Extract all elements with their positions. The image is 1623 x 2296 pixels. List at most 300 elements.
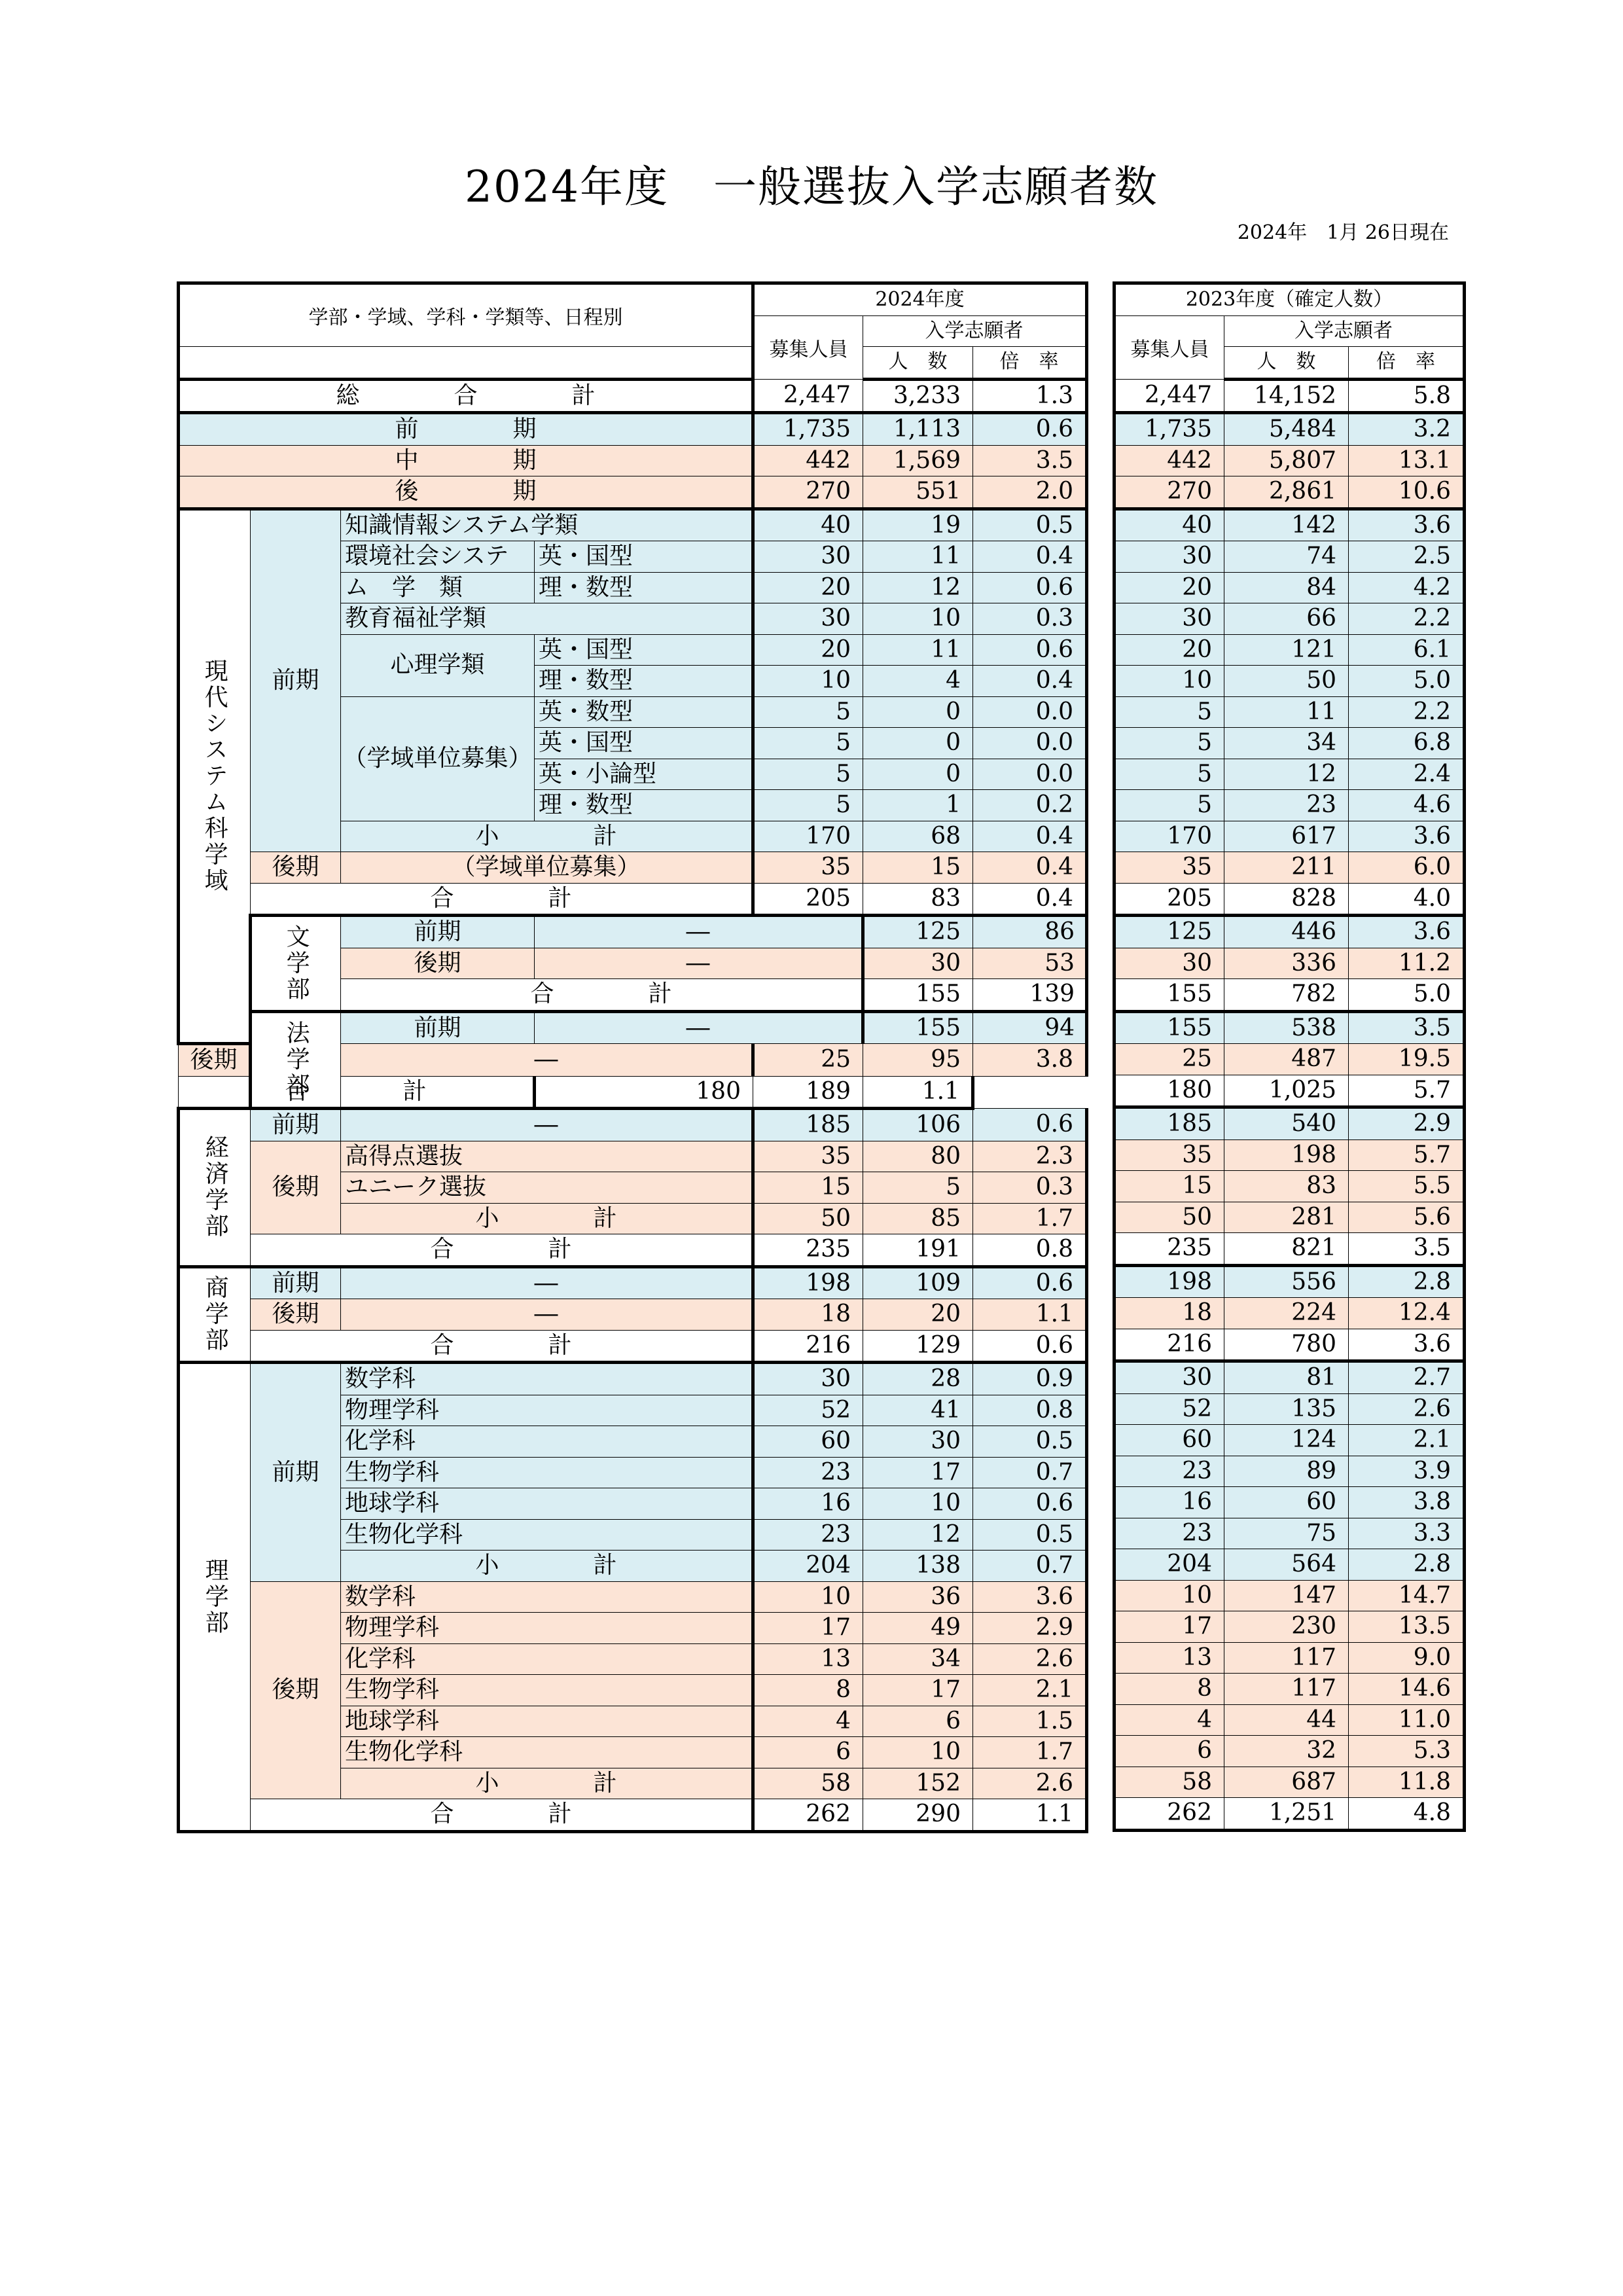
ratio-value-2023: 3.2 [1349, 413, 1465, 446]
capacity-value: 40 [753, 509, 863, 541]
ratio-value-2023: 3.5 [1349, 1233, 1465, 1266]
type-label: 英・国型 [535, 541, 753, 573]
type-label: 理・数型 [535, 666, 753, 697]
table-row [1115, 1642, 1465, 1674]
count-value-2023: 32 [1224, 1736, 1349, 1767]
capacity-value-2023: 16 [1115, 1487, 1224, 1518]
capacity-value: 205 [753, 883, 863, 916]
count-value: 86 [973, 916, 1087, 948]
capacity-value: 23 [753, 1457, 863, 1488]
dash-label: ― [341, 1299, 753, 1331]
capacity-value: 15 [753, 1172, 863, 1204]
count-value-2023: 556 [1224, 1265, 1349, 1298]
ratio-value-2023: 4.6 [1349, 790, 1465, 821]
capacity-value: 216 [753, 1330, 863, 1363]
count-value: 53 [973, 948, 1087, 979]
capacity-value-2023: 20 [1115, 572, 1224, 603]
term-label: 後期 [251, 852, 341, 884]
dept-label: 数学科 [341, 1581, 753, 1613]
ratio-value: 2.9 [973, 1613, 1087, 1644]
count-value: 290 [863, 1799, 973, 1832]
ratio-value: 0.3 [973, 603, 1087, 635]
capacity-value: 16 [753, 1488, 863, 1520]
capacity-value: 262 [753, 1799, 863, 1832]
count-value: 0 [863, 759, 973, 790]
ratio-value-2023: 3.8 [1349, 1487, 1465, 1518]
ratio-value: 0.6 [973, 413, 1087, 446]
ratio-value-2023: 3.5 [1349, 1011, 1465, 1044]
capacity-value: 2,447 [753, 379, 863, 413]
count-value: 109 [863, 1266, 973, 1299]
count-value-2023: 89 [1224, 1456, 1349, 1487]
ratio-value-2023: 3.6 [1349, 1329, 1465, 1361]
count-value: 152 [863, 1768, 973, 1799]
count-value-2023: 446 [1224, 916, 1349, 948]
table-row [179, 476, 1087, 509]
ratio-value: 0.4 [973, 541, 1087, 573]
capacity-value-2023: 13 [1115, 1642, 1224, 1674]
capacity-value-2023: 185 [1115, 1107, 1224, 1140]
ratio-value-2023: 11.2 [1349, 948, 1465, 979]
count-value-2023: 281 [1224, 1202, 1349, 1233]
capacity-header-2023: 募集人員 [1115, 315, 1224, 379]
applicants-header: 入学志願者 [863, 315, 1087, 347]
ratio-value-2023: 5.0 [1349, 666, 1465, 697]
count-value: 191 [863, 1234, 973, 1267]
ratio-value-2023: 4.8 [1349, 1798, 1465, 1831]
capacity-value-2023: 235 [1115, 1233, 1224, 1266]
capacity-value-2023: 50 [1115, 1202, 1224, 1233]
table-row [1115, 572, 1465, 603]
ratio-value: 3.6 [973, 1581, 1087, 1613]
unit-label: （学域単位募集） [341, 852, 753, 884]
capacity-value: 8 [753, 1675, 863, 1706]
capacity-value-2023: 5 [1115, 759, 1224, 790]
table-row [179, 1141, 1087, 1172]
ratio-value-2023: 4.2 [1349, 572, 1465, 603]
ratio-value-2023: 2.6 [1349, 1393, 1465, 1425]
ratio-value: 0.6 [973, 1266, 1087, 1299]
ratio-value: 0.7 [973, 1457, 1087, 1488]
count-value: 1,113 [863, 413, 973, 446]
ratio-value-2023: 12.4 [1349, 1298, 1465, 1329]
count-value-2023: 564 [1224, 1549, 1349, 1581]
dept-label: 生物化学科 [341, 1737, 753, 1768]
table-row [1115, 1549, 1465, 1581]
capacity-value-2023: 180 [1115, 1075, 1224, 1107]
ratio-value-2023: 10.6 [1349, 476, 1465, 509]
dept-label: 地球学科 [341, 1706, 753, 1737]
ratio-value: 0.9 [973, 1363, 1087, 1395]
ratio-value: 0.7 [973, 1551, 1087, 1582]
table-row [1115, 728, 1465, 759]
capacity-value: 235 [753, 1234, 863, 1267]
count-value: 10 [863, 1737, 973, 1768]
table-row [179, 1363, 1087, 1395]
capacity-value-2023: 30 [1115, 541, 1224, 573]
dept-label: 物理学科 [341, 1395, 753, 1426]
capacity-value-2023: 125 [1115, 916, 1224, 948]
count-value-2023: 1,251 [1224, 1798, 1349, 1831]
table-row [1115, 1139, 1465, 1171]
type-label: 英・国型 [535, 728, 753, 759]
ratio-value-2023: 6.1 [1349, 634, 1465, 666]
table-row [179, 916, 1087, 948]
table-body-2024 [179, 379, 1087, 1831]
count-value: 28 [863, 1363, 973, 1395]
faculty-gendai: 現代システム科学域 [179, 509, 251, 1044]
faculty-sho: 商学部 [179, 1266, 251, 1363]
table-body-2023 [1115, 379, 1465, 1830]
count-value: 139 [973, 979, 1087, 1012]
table-row [1115, 852, 1465, 884]
dash-label: ― [341, 1266, 753, 1299]
table-row [1115, 1736, 1465, 1767]
type-label: 英・国型 [535, 634, 753, 666]
subtotal-label: 小 計 [341, 1768, 753, 1799]
capacity-value-2023: 262 [1115, 1798, 1224, 1831]
count-header-2023: 人 数 [1224, 347, 1349, 380]
term-label: 前期 [251, 1109, 341, 1141]
capacity-value-2023: 35 [1115, 852, 1224, 884]
ratio-value: 1.5 [973, 1706, 1087, 1737]
table-row [179, 1076, 1087, 1109]
total-label: 合 計 [251, 1234, 753, 1267]
table-row [1115, 821, 1465, 852]
ratio-value-2023: 2.1 [1349, 1425, 1465, 1456]
ratio-value-2023: 3.9 [1349, 1456, 1465, 1487]
table-row [1115, 759, 1465, 790]
count-value-2023: 780 [1224, 1329, 1349, 1361]
table-row [1115, 509, 1465, 541]
ratio-value: 0.6 [973, 1330, 1087, 1363]
ratio-value: 0.0 [973, 759, 1087, 790]
capacity-value: 17 [753, 1613, 863, 1644]
count-value-2023: 1,025 [1224, 1075, 1349, 1107]
count-value: 129 [863, 1330, 973, 1363]
capacity-value-2023: 30 [1115, 603, 1224, 635]
count-value-2023: 198 [1224, 1139, 1349, 1171]
count-value-2023: 44 [1224, 1704, 1349, 1736]
ratio-value-2023: 3.3 [1349, 1518, 1465, 1549]
count-value: 11 [863, 541, 973, 573]
ratio-value-2023: 2.8 [1349, 1265, 1465, 1298]
late-label: 後 期 [179, 476, 753, 509]
subtotal-label: 小 計 [341, 1203, 753, 1234]
capacity-value-2023: 442 [1115, 445, 1224, 476]
ratio-value-2023: 11.0 [1349, 1704, 1465, 1736]
count-value: 95 [863, 1044, 973, 1077]
table-row [179, 1581, 1087, 1613]
type-label: 英・小論型 [535, 759, 753, 790]
count-value: 10 [863, 603, 973, 635]
count-value: 80 [863, 1141, 973, 1172]
capacity-value-2023: 5 [1115, 728, 1224, 759]
table-row [1115, 1171, 1465, 1202]
table-row [1115, 883, 1465, 916]
count-value: 0 [863, 728, 973, 759]
table-row [1115, 1487, 1465, 1518]
count-value: 1,569 [863, 445, 973, 476]
ratio-value: 0.8 [973, 1234, 1087, 1267]
capacity-value: 23 [753, 1519, 863, 1551]
ratio-value: 0.6 [973, 1488, 1087, 1520]
capacity-value-2023: 5 [1115, 790, 1224, 821]
count-value: 551 [863, 476, 973, 509]
capacity-value-2023: 170 [1115, 821, 1224, 852]
ratio-header: 倍 率 [973, 347, 1087, 380]
dept-label: ム 学 類 [341, 572, 535, 603]
capacity-value: 20 [753, 572, 863, 603]
count-value-2023: 66 [1224, 603, 1349, 635]
dept-label: ユニーク選抜 [341, 1172, 753, 1204]
term-label: 前期 [341, 916, 535, 948]
ratio-value: 0.4 [973, 666, 1087, 697]
count-value: 10 [863, 1488, 973, 1520]
ratio-value-2023: 13.1 [1349, 445, 1465, 476]
subtotal-label: 小 計 [341, 1551, 753, 1582]
capacity-value-2023: 15 [1115, 1171, 1224, 1202]
table-row [1115, 1393, 1465, 1425]
count-value-2023: 336 [1224, 948, 1349, 979]
capacity-value: 185 [753, 1109, 863, 1141]
table-row [1115, 666, 1465, 697]
ratio-value: 1.1 [863, 1076, 973, 1109]
subtotal-label: 小 計 [341, 821, 753, 852]
ratio-value-2023: 2.5 [1349, 541, 1465, 573]
table-row [1115, 1329, 1465, 1361]
table-row [1115, 696, 1465, 728]
capacity-value-2023: 40 [1115, 509, 1224, 541]
dept-label: 生物化学科 [341, 1519, 753, 1551]
dash-label: ― [535, 1011, 863, 1044]
ratio-value-2023: 11.8 [1349, 1767, 1465, 1798]
table-row [1115, 1456, 1465, 1487]
capacity-value-2023: 205 [1115, 883, 1224, 916]
term-label: 前期 [251, 1266, 341, 1299]
capacity-value-2023: 204 [1115, 1549, 1224, 1581]
ratio-value: 0.2 [973, 790, 1087, 821]
table-row [1115, 1767, 1465, 1798]
ratio-value: 0.5 [973, 1426, 1087, 1458]
table-row [179, 413, 1087, 446]
ratio-value: 3.5 [973, 445, 1087, 476]
total-label: 合 計 [341, 979, 863, 1012]
table-row [1115, 1298, 1465, 1329]
capacity-value-2023: 1,735 [1115, 413, 1224, 446]
capacity-value: 52 [753, 1395, 863, 1426]
capacity-value: 10 [753, 666, 863, 697]
table-row [1115, 476, 1465, 509]
table-row [1115, 445, 1465, 476]
count-value-2023: 538 [1224, 1011, 1349, 1044]
count-value: 85 [863, 1203, 973, 1234]
count-header: 人 数 [863, 347, 973, 380]
count-value-2023: 821 [1224, 1233, 1349, 1266]
capacity-value: 30 [753, 603, 863, 635]
count-value: 4 [863, 666, 973, 697]
count-value-2023: 2,861 [1224, 476, 1349, 509]
dept-label: 高得点選抜 [341, 1141, 753, 1172]
capacity-value-2023: 30 [1115, 1361, 1224, 1394]
capacity-value: 25 [753, 1044, 863, 1077]
count-value: 11 [863, 634, 973, 666]
total-all-label: 総 合 計 [179, 379, 753, 413]
table-row [179, 1109, 1087, 1141]
count-value-2023: 5,807 [1224, 445, 1349, 476]
ratio-value-2023: 5.8 [1349, 379, 1465, 413]
ratio-value: 1.7 [973, 1203, 1087, 1234]
count-value-2023: 540 [1224, 1107, 1349, 1140]
as-of-date: 2024年 1月 26日現在 [1237, 221, 1449, 244]
count-value-2023: 230 [1224, 1611, 1349, 1643]
count-value: 12 [863, 1519, 973, 1551]
ratio-value: 0.0 [973, 728, 1087, 759]
ratio-value-2023: 14.7 [1349, 1580, 1465, 1611]
count-value-2023: 224 [1224, 1298, 1349, 1329]
dept-label: 生物学科 [341, 1457, 753, 1488]
table-row [1115, 603, 1465, 635]
capacity-value: 60 [753, 1426, 863, 1458]
ratio-value: 0.5 [973, 509, 1087, 541]
table-row [1115, 634, 1465, 666]
capacity-value: 6 [753, 1737, 863, 1768]
table-2023 [1113, 281, 1466, 1832]
count-value-2023: 34 [1224, 728, 1349, 759]
dash-label: ― [341, 1044, 753, 1077]
count-value-2023: 828 [1224, 883, 1349, 916]
count-value-2023: 5,484 [1224, 413, 1349, 446]
count-value: 41 [863, 1395, 973, 1426]
count-value-2023: 617 [1224, 821, 1349, 852]
table-row [1115, 1075, 1465, 1107]
table-row [1115, 1233, 1465, 1266]
capacity-value: 13 [753, 1643, 863, 1675]
ratio-value-2023: 6.8 [1349, 728, 1465, 759]
ratio-value: 0.6 [973, 572, 1087, 603]
table-row [1115, 1704, 1465, 1736]
table-row [1115, 948, 1465, 979]
table-row [1115, 979, 1465, 1012]
count-value-2023: 117 [1224, 1642, 1349, 1674]
table-row [1115, 1518, 1465, 1549]
dept-label: 生物学科 [341, 1675, 753, 1706]
ratio-value-2023: 2.7 [1349, 1361, 1465, 1394]
dept-label: 物理学科 [341, 1613, 753, 1644]
year-2024-header: 2024年度 [753, 283, 1087, 316]
capacity-value: 30 [753, 541, 863, 573]
term-label: 後期 [251, 1299, 341, 1331]
ratio-value: 0.4 [973, 852, 1087, 884]
capacity-value-2023: 5 [1115, 696, 1224, 728]
count-value: 36 [863, 1581, 973, 1613]
total-label: 合 計 [179, 1076, 535, 1109]
capacity-value-2023: 30 [1115, 948, 1224, 979]
dash-label: ― [535, 948, 863, 979]
capacity-value: 5 [753, 728, 863, 759]
table-row [1115, 379, 1465, 413]
table-row [1115, 1611, 1465, 1643]
table-row [179, 1234, 1087, 1267]
term-label: 後期 [251, 1141, 341, 1234]
capacity-value: 35 [753, 852, 863, 884]
count-value-2023: 14,152 [1224, 379, 1349, 413]
faculty-keizai: 経済学部 [179, 1109, 251, 1267]
table-row [1115, 1580, 1465, 1611]
table-row [179, 1799, 1087, 1832]
count-value: 6 [863, 1706, 973, 1737]
ratio-value-2023: 3.6 [1349, 916, 1465, 948]
ratio-value-2023: 5.7 [1349, 1075, 1465, 1107]
count-value: 12 [863, 572, 973, 603]
applicants-header-2023: 入学志願者 [1224, 315, 1465, 347]
table-row [1115, 1425, 1465, 1456]
count-value: 3,233 [863, 379, 973, 413]
table-row [1115, 1044, 1465, 1075]
count-value: 17 [863, 1457, 973, 1488]
ratio-value-2023: 3.6 [1349, 509, 1465, 541]
capacity-value: 5 [753, 696, 863, 728]
capacity-value: 180 [535, 1076, 753, 1109]
page-title: 2024年度 一般選抜入学志願者数 [465, 162, 1158, 212]
dash-label: ― [535, 916, 863, 948]
term-label: 前期 [251, 509, 341, 852]
ratio-value-2023: 5.0 [1349, 979, 1465, 1012]
count-value-2023: 117 [1224, 1674, 1349, 1705]
capacity-value-2023: 10 [1115, 1580, 1224, 1611]
ratio-value-2023: 19.5 [1349, 1044, 1465, 1075]
ratio-value-2023: 5.6 [1349, 1202, 1465, 1233]
ratio-header-2023: 倍 率 [1349, 347, 1465, 380]
capacity-value: 125 [863, 916, 973, 948]
capacity-value-2023: 23 [1115, 1518, 1224, 1549]
type-label: 英・数型 [535, 696, 753, 728]
ratio-value-2023: 13.5 [1349, 1611, 1465, 1643]
capacity-value-2023: 58 [1115, 1767, 1224, 1798]
count-value: 68 [863, 821, 973, 852]
capacity-value: 18 [753, 1299, 863, 1331]
count-value: 17 [863, 1675, 973, 1706]
ratio-value-2023: 4.0 [1349, 883, 1465, 916]
dept-label: 知識情報システム学類 [341, 509, 753, 541]
early-label: 前 期 [179, 413, 753, 446]
ratio-value: 2.6 [973, 1643, 1087, 1675]
capacity-header: 募集人員 [753, 315, 863, 379]
dept-label: 地球学科 [341, 1488, 753, 1520]
capacity-value: 170 [753, 821, 863, 852]
dept-label: 化学科 [341, 1643, 753, 1675]
table-row [1115, 413, 1465, 446]
capacity-value-2023: 155 [1115, 979, 1224, 1012]
capacity-value: 5 [753, 790, 863, 821]
ratio-value-2023: 5.7 [1349, 1139, 1465, 1171]
faculty-ho: 法学部 [251, 1011, 341, 1109]
capacity-value: 204 [753, 1551, 863, 1582]
year-2023-header: 2023年度（確定人数） [1115, 283, 1465, 316]
table-row [179, 883, 1087, 916]
table-row [179, 509, 1087, 541]
count-value: 20 [863, 1299, 973, 1331]
ratio-value-2023: 5.3 [1349, 1736, 1465, 1767]
count-value-2023: 135 [1224, 1393, 1349, 1425]
capacity-value: 50 [753, 1203, 863, 1234]
ratio-value: 0.4 [973, 821, 1087, 852]
count-value: 83 [863, 883, 973, 916]
table-row [1115, 541, 1465, 573]
count-value-2023: 74 [1224, 541, 1349, 573]
type-label: 理・数型 [535, 572, 753, 603]
capacity-value: 270 [753, 476, 863, 509]
